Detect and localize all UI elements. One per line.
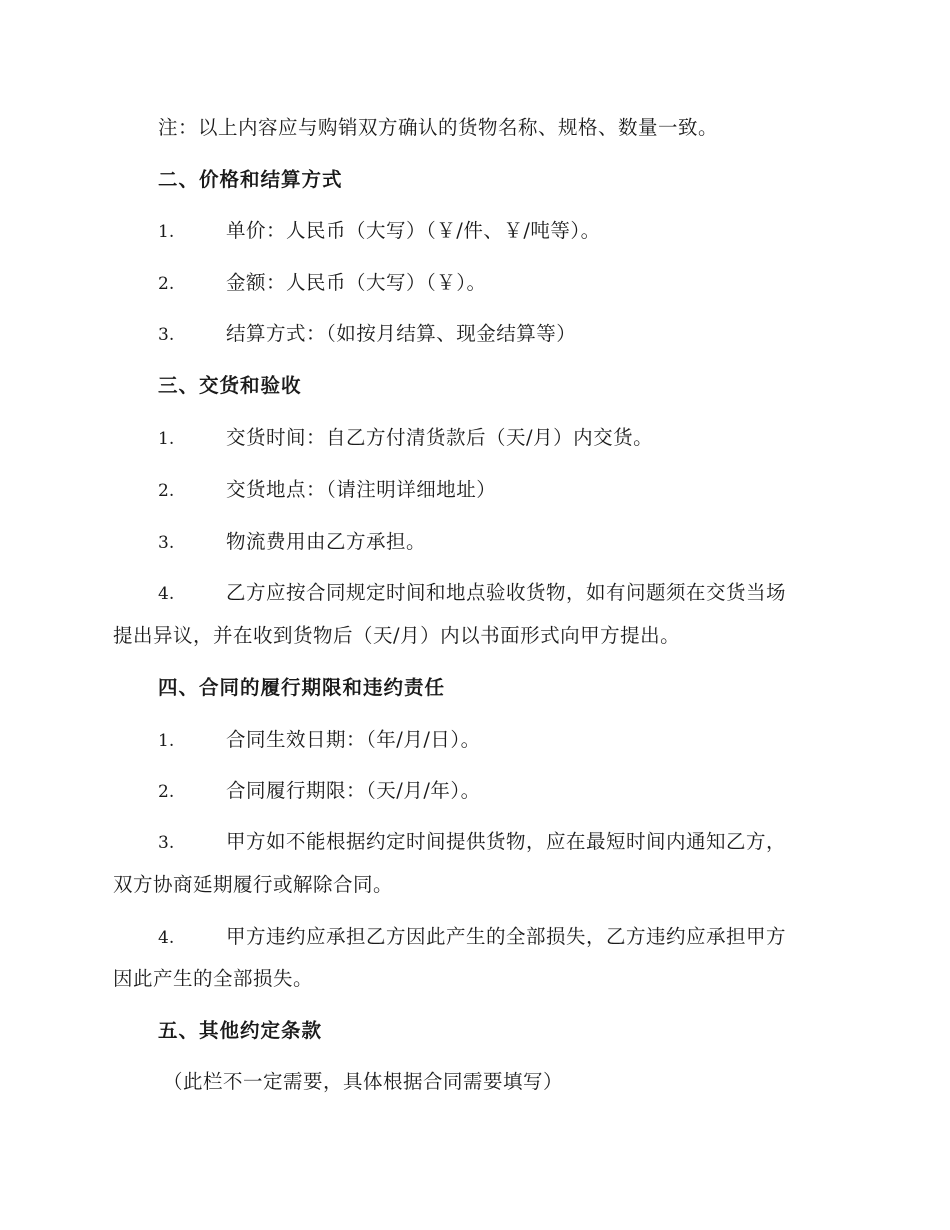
list-number: 2.	[158, 782, 175, 802]
list-item: 交货时间：自乙方付清货款后（天/月）内交货。	[226, 426, 654, 449]
list-item: 甲方违约应承担乙方因此产生的全部损失，乙方违约应承担甲方	[226, 925, 787, 948]
list-item: 合同履行期限：（天/月/年）。	[226, 779, 481, 802]
note-line: 注：以上内容应与购销双方确认的货物名称、规格、数量一致。	[158, 116, 719, 139]
list-item: 乙方应按合同规定时间和地点验收货物，如有问题须在交货当场	[226, 581, 787, 604]
list-number: 3.	[158, 325, 175, 345]
section-5-heading: 五、其他约定条款	[158, 1019, 323, 1042]
list-number: 1.	[158, 429, 175, 449]
section-4-heading: 四、合同的履行期限和违约责任	[158, 676, 446, 699]
list-number: 2.	[158, 481, 175, 501]
list-item: 结算方式：（如按月结算、现金结算等）	[226, 322, 577, 345]
list-item-continuation: 因此产生的全部损失。	[113, 967, 314, 990]
list-item: 金额：人民币（大写）（￥）。	[226, 271, 487, 294]
list-number: 3.	[158, 533, 175, 553]
list-item-continuation: 双方协商延期履行或解除合同。	[113, 873, 394, 896]
list-number: 4.	[158, 928, 175, 948]
section-2-heading: 二、价格和结算方式	[158, 168, 343, 191]
list-item-continuation: 提出异议，并在收到货物后（天/月）内以书面形式向甲方提出。	[113, 624, 681, 647]
list-item: 甲方如不能根据约定时间提供货物，应在最短时间内通知乙方，	[226, 830, 787, 853]
list-item: 合同生效日期：（年/月/日）。	[226, 728, 481, 751]
list-number: 3.	[158, 833, 175, 853]
section-5-note: （此栏不一定需要，具体根据合同需要填写）	[163, 1070, 564, 1093]
section-3-heading: 三、交货和验收	[158, 374, 302, 397]
list-item: 交货地点：（请注明详细地址）	[226, 478, 497, 501]
list-number: 2.	[158, 274, 175, 294]
list-number: 1.	[158, 222, 175, 242]
list-number: 1.	[158, 731, 175, 751]
list-item: 单价：人民币（大写）（￥/件、￥/吨等）。	[226, 219, 601, 242]
list-item: 物流费用由乙方承担。	[226, 530, 427, 553]
list-number: 4.	[158, 584, 175, 604]
